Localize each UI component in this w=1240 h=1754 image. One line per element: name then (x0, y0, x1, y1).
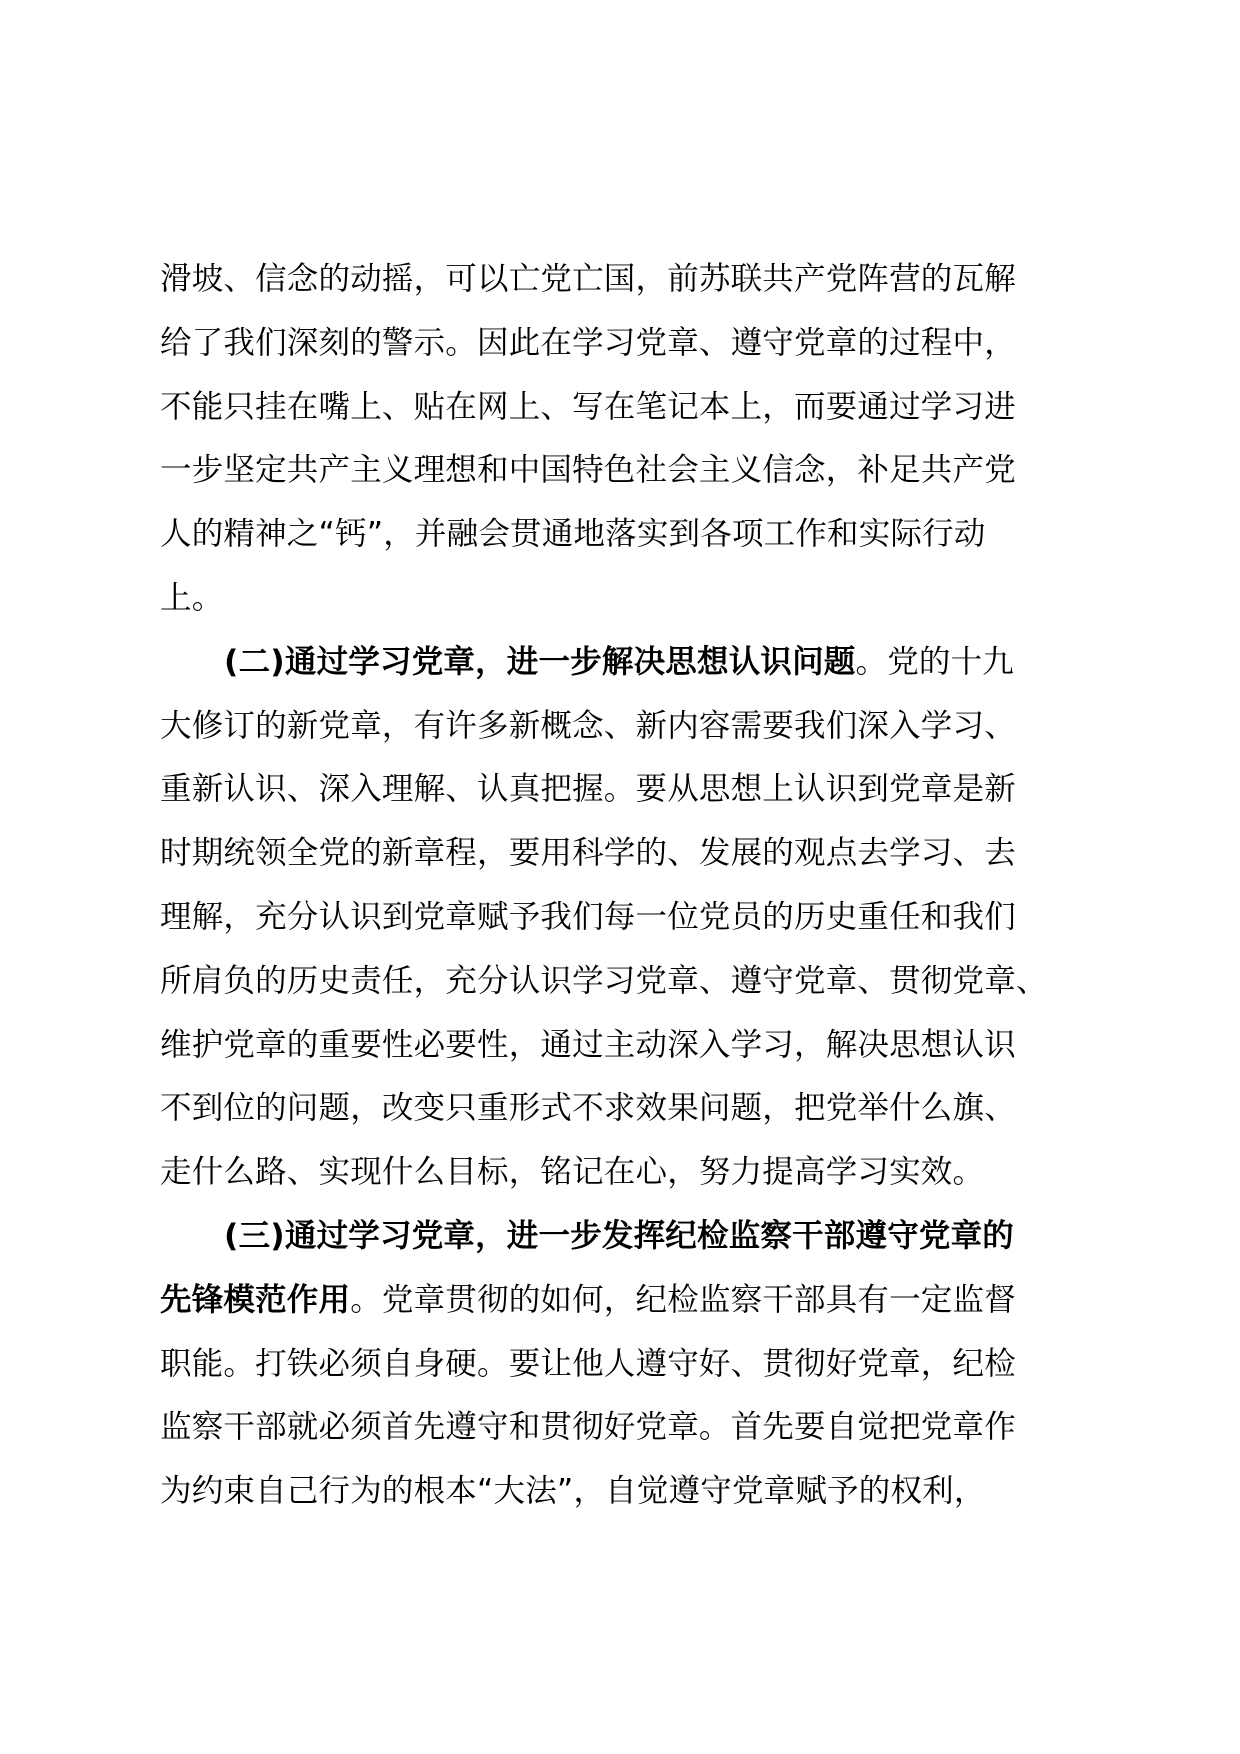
text-line: 上。 (160, 579, 224, 616)
text-line: 不到位的问题，改变只重形式不求效果问题，把党举什么旗、 (160, 1090, 1016, 1127)
text-line: 维护党章的重要性必要性，通过主动深入学习，解决思想认识 (160, 1026, 1016, 1063)
text-line: 所肩负的历史责任，充分认识学习党章、遵守党章、贯彻党章、 (160, 962, 1048, 999)
text-line: 一步坚定共产主义理想和中国特色社会主义信念，补足共产党 (160, 452, 1016, 489)
text-line: 理解，充分认识到党章赋予我们每一位党员的历史重任和我们 (160, 898, 1016, 935)
text-line: 滑坡、信念的动摇，可以亡党亡国，前苏联共产党阵营的瓦解 (160, 261, 1016, 297)
text-line: 职能。打铁必须自身硬。要让他人遵守好、贯彻好党章，纪检 (160, 1345, 1016, 1382)
text-line (160, 631, 1092, 695)
text-line: 不能只挂在嘴上、贴在网上、写在笔记本上，而要通过学习进 (160, 388, 1016, 425)
text-line: 为约束自己行为的根本“大法”，自觉遵守党章赋予的权利， (160, 1473, 986, 1510)
text-line (160, 1269, 1092, 1333)
section-heading: (二)通过学习党章，进一步解决思想认识问题 (224, 643, 856, 680)
document-body (160, 248, 1092, 1524)
text-run: 。党章贯彻的如何，纪检监察干部具有一定监督 (350, 1281, 1016, 1318)
paragraph-2 (160, 631, 1092, 1205)
text-line: 监察干部就必须首先遵守和贯彻好党章。首先要自觉把党章作 (160, 1409, 1016, 1446)
paragraph-3 (160, 1205, 1092, 1524)
section-heading: (三)通过学习党章，进一步发挥纪检监察干部遵守党章的 (224, 1217, 1014, 1254)
text-line: 重新认识、深入理解、认真把握。要从思想上认识到党章是新 (160, 771, 1016, 808)
text-run: 。党的十九 (855, 643, 1015, 680)
text-line: 大修订的新党章，有许多新概念、新内容需要我们深入学习、 (160, 707, 1016, 744)
section-heading-continued: 先锋模范作用 (160, 1281, 351, 1318)
text-line: 人的精神之“钙”，并融会贯通地落实到各项工作和实际行动 (160, 516, 986, 553)
paragraph-1 (160, 248, 1092, 631)
text-line: 时期统领全党的新章程，要用科学的、发展的观点去学习、去 (160, 835, 1016, 872)
text-line: 走什么路、实现什么目标，铭记在心，努力提高学习实效。 (160, 1154, 985, 1191)
text-line: 给了我们深刻的警示。因此在学习党章、遵守党章的过程中， (160, 324, 1016, 361)
